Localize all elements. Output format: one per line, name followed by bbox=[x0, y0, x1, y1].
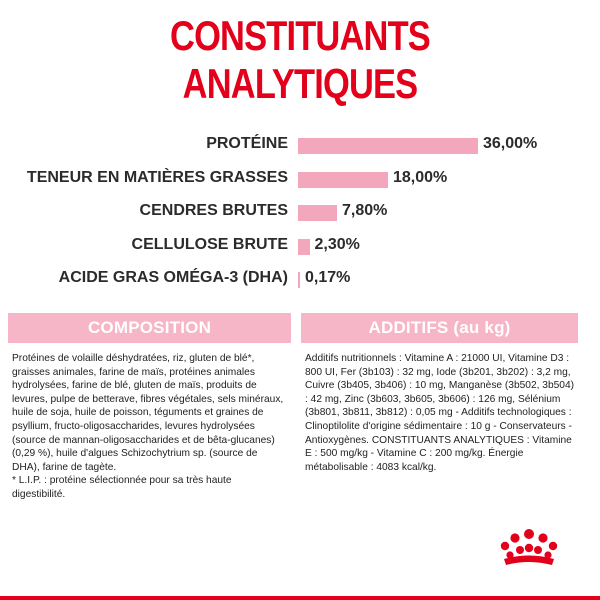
page-title: CONSTITUANTS ANALYTIQUES bbox=[170, 12, 430, 107]
composition-heading: COMPOSITION bbox=[8, 313, 291, 343]
composition-text: Protéines de volaille déshydratées, riz, gluten de blé*, graisses animales, farine de maïs, protéines animales hydrolysées, farine de blé, gluten de maïs, produits de levures, pulpe de betterave, fibres végétales, sels minéraux, huile de soja, huile de poisson, téguments et graines de psyllium, fructo-oligosaccharides, levures hydrolysées (source de mannan-oligosaccharides et de bêta-glucanes) (0,29 %), huile d'algues Schizochytrium sp. (source de DHA), farine de tagète. bbox=[12, 353, 284, 473]
category-label: PROTÉINE bbox=[206, 135, 288, 152]
chart-bar bbox=[298, 239, 310, 255]
value-label: 36,00% bbox=[483, 135, 538, 152]
chart-row bbox=[0, 167, 600, 195]
additifs-panel bbox=[301, 313, 578, 501]
category-label: ACIDE GRAS OMÉGA-3 (DHA) bbox=[58, 269, 288, 286]
composition-note: * L.I.P. : protéine sélectionnée pour sa très haute digestibilité. bbox=[12, 475, 232, 500]
value-label: 2,30% bbox=[314, 235, 360, 253]
category-label: CELLULOSE BRUTE bbox=[131, 235, 288, 253]
value-label: 7,80% bbox=[342, 202, 388, 219]
chart-row bbox=[0, 267, 600, 295]
composition-body bbox=[8, 343, 291, 502]
additifs-body bbox=[301, 343, 578, 474]
category-label: CENDRES BRUTES bbox=[139, 202, 288, 219]
chart-row bbox=[0, 234, 600, 262]
additifs-text: Additifs nutritionnels : Vitamine A : 21000 UI, Vitamine D3 : 800 UI, Fer (3b103) : 32 mg, Iode (3b201, 3b202) : 3,2 mg, Cuivre (3b405, 3b406) : 10 mg, Manganèse (3b502, 3b504) : 42 mg, Zinc (3b603, 3b605, 3b606) : 126 mg, Sélénium (3b801, 3b811, 3b812) : 0,05 mg - Additifs technologiques : Clinoptilolite d'origine sédimentaire : 10 g - Conservateurs - Antioxygènes. CONSTITUANTS ANALYTIQUES : Vitamine E : 500 mg/kg - Vitamine C : 200 mg/kg. Énergie métabolisable : 4083 kcal/kg. bbox=[305, 353, 575, 473]
chart-row bbox=[0, 200, 600, 228]
additifs-heading: ADDITIFS (au kg) bbox=[301, 313, 578, 343]
bottom-stripe bbox=[0, 596, 600, 600]
crown-icon bbox=[498, 528, 560, 568]
chart-row bbox=[0, 133, 600, 161]
composition-panel bbox=[8, 313, 291, 501]
chart-bar bbox=[298, 205, 337, 221]
chart-bar bbox=[298, 138, 478, 154]
chart-bar bbox=[298, 172, 388, 188]
category-label: TENEUR EN MATIÈRES GRASSES bbox=[26, 168, 288, 186]
value-label: 0,17% bbox=[305, 269, 351, 286]
chart-bar bbox=[298, 272, 300, 288]
value-label: 18,00% bbox=[393, 168, 448, 186]
